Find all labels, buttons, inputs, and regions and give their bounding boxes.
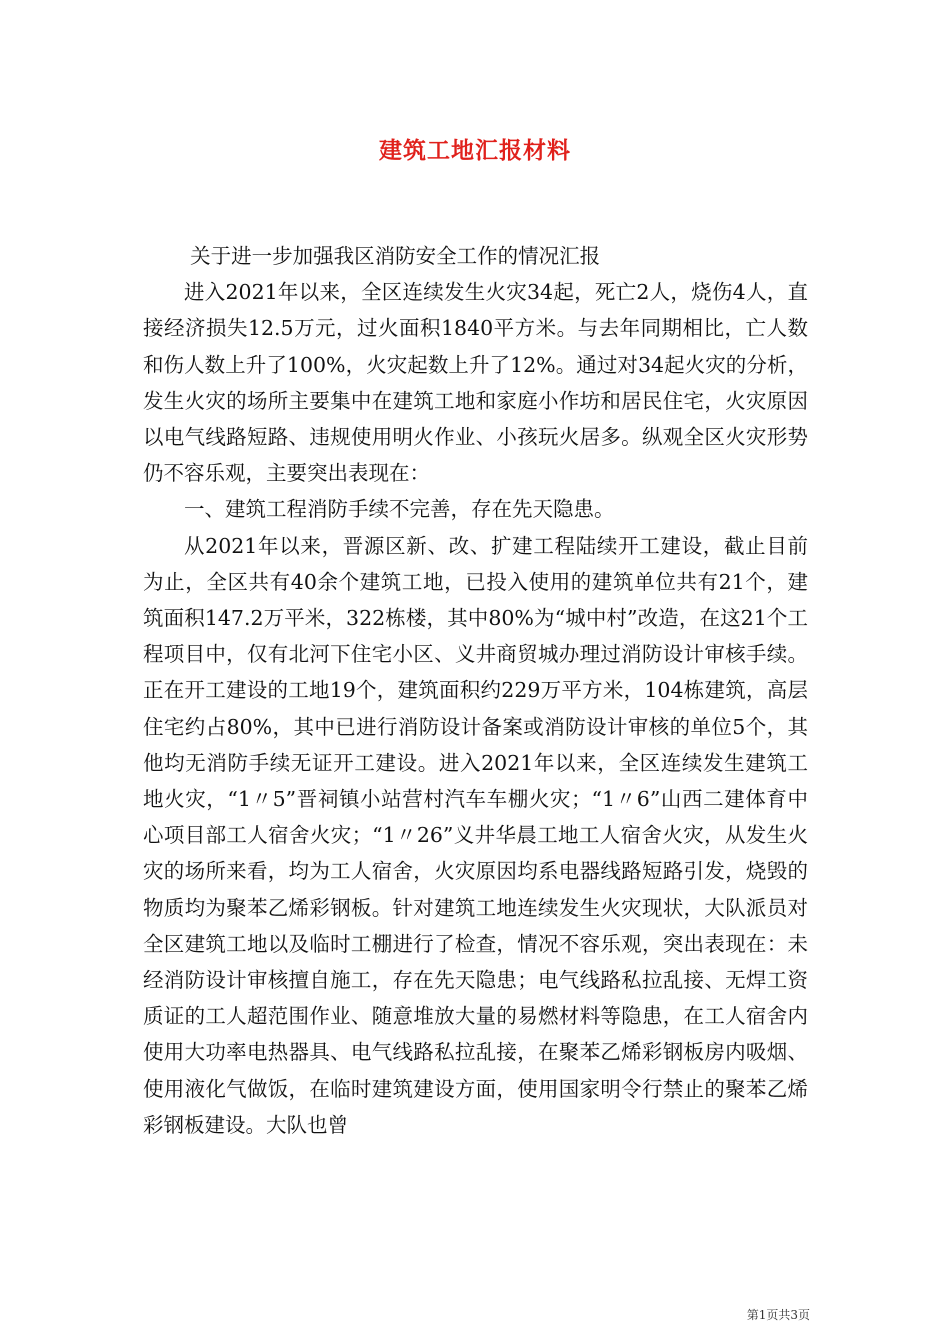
paragraph-fire-summary: 进入2021年以来，全区连续发生火灾34起，死亡2人，烧伤4人，直接经济损失12.5万元，过火面积1840平方米。与去年同期相比，亡人数和伤人数上升了100%，火灾起数上升了12%。通过对34起火灾的分析，发生火灾的场所主要集中在建筑工地和家庭小作坊和居民住宅，火灾原因以电气线路短路、违规使用明火作业、小孩玩火居多。纵观全区火灾形势仍不容乐观，主要突出表现在： [143, 280, 808, 486]
page-number: 第1页共3页 [746, 1308, 810, 1322]
report-subtitle: 关于进一步加强我区消防安全工作的情况汇报 [190, 244, 601, 268]
document-body [143, 238, 808, 1143]
document-title: 建筑工地汇报材料 [379, 137, 571, 164]
section-heading-1: 一、建筑工程消防手续不完善，存在先天隐患。 [184, 497, 615, 522]
paragraph-construction-details: 从2021年以来，晋源区新、改、扩建工程陆续开工建设，截止目前为止，全区共有40余个建筑工地，已投入使用的建筑单位共有21个，建筑面积147.2万平米，322栋楼，其中80%为“城中村”改造，在这21个工程项目中，仅有北河下住宅小区、义井商贸城办理过消防设计审核手续。正在开工建设的工地19个，建筑面积约229万平方米，104栋建筑，高层住宅约占80%，其中已进行消防设计备案或消防设计审核的单位5个，其他均无消防手续无证开工建设。进入2021年以来，全区连续发生建筑工地火灾，“1〃5”晋祠镇小站营村汽车车棚火灾；“1〃6”山西二建体育中心项目部工人宿舍火灾；“1〃26”义井华晨工地工人宿舍火灾，从发生火灾的场所来看，均为工人宿舍，火灾原因均系电器线路短路引发，烧毁的物质均为聚苯乙烯彩钢板。针对建筑工地连续发生火灾现状，大队派员对全区建筑工地以及临时工棚进行了检查，情况不容乐观，突出表现在：未经消防设计审核擅自施工，存在先天隐患；电气线路私拉乱接、无焊工资质证的工人超范围作业、随意堆放大量的易燃材料等隐患，在工人宿舍内使用大功率电热器具、电气线路私拉乱接，在聚苯乙烯彩钢板房内吸烟、使用液化气做饭，在临时建筑建设方面，使用国家明令行禁止的聚苯乙烯彩钢板建设。大队也曾 [143, 533, 808, 1137]
